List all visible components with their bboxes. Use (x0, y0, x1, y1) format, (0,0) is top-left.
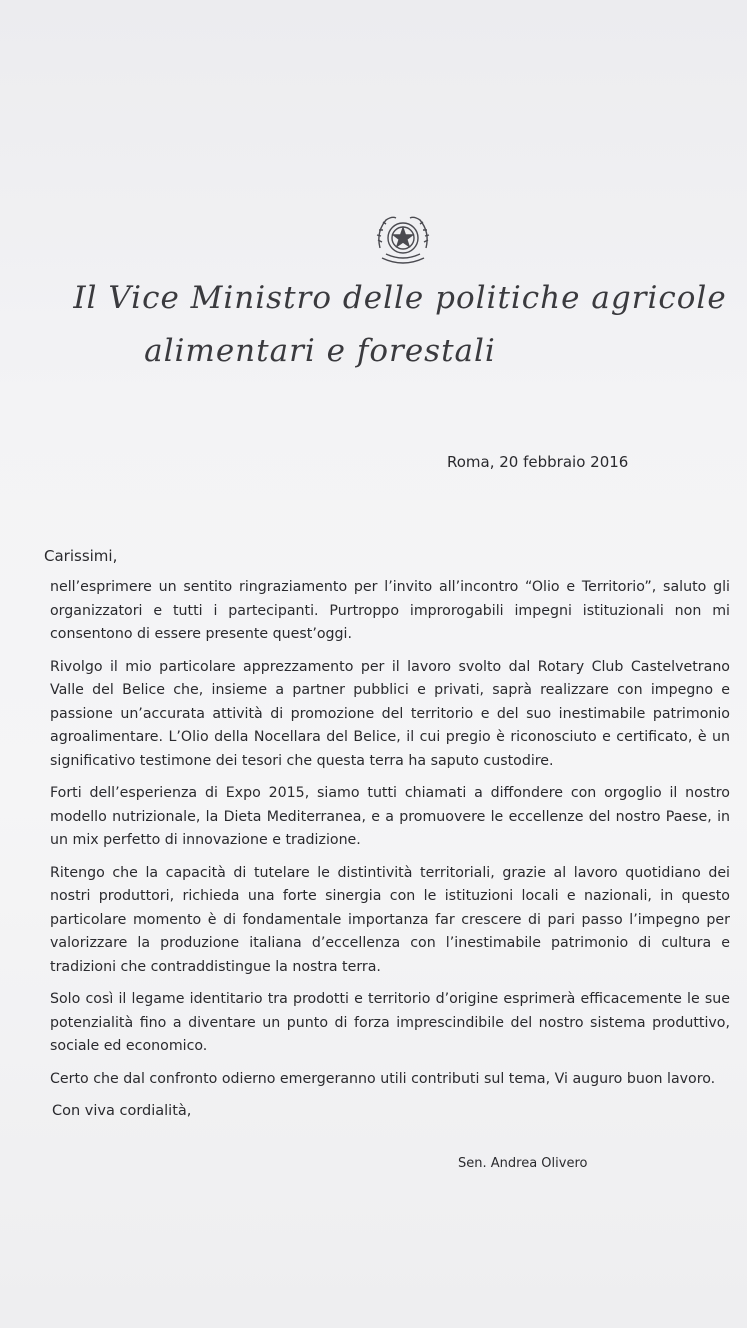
letterhead-title-line-2: alimentari e forestali (144, 333, 496, 369)
letter-date: Roma, 20 febbraio 2016 (447, 453, 629, 471)
paragraph: nell’esprimere un sentito ringraziamento per l’invito all’incontro “Olio e Territorio”, saluto gli organizzatori e tutti i partecipanti. Purtroppo improrogabili impegni istituzionali non mi consentono di essere presente quest’oggi. (50, 579, 730, 642)
paragraph: Forti dell’esperienza di Expo 2015, siamo tutti chiamati a diffondere con orgoglio il nostro modello nutrizionale, la Dieta Mediterranea, e a promuovere le eccellenze del nostro Paese, in un mix perfetto di innovazione e tradizione. (50, 785, 730, 848)
salutation: Carissimi, (44, 547, 118, 565)
paragraph: Ritengo che la capacità di tutelare le distintività territoriali, grazie al lavoro quotidiano dei nostri produttori, richieda una forte sinergia con le istituzioni locali e nazionali, in questo particolare momento è di fondamentale importanza far crescere di pari passo l’impegno per valorizzare la produzione italiana d’eccellenza con l’inestimabile patrimonio di cultura e tradizioni che contraddistingue la nostra terra. (50, 864, 730, 975)
closing: Con viva cordialità, (52, 1103, 192, 1119)
paragraph: Rivolgo il mio particolare apprezzamento per il lavoro svolto dal Rotary Club Castelvetrano Valle del Belice che, insieme a partner pubblici e privati, saprà realizzare con impegno e passione un’accurata attività di promozione del territorio e del suo inestimabile patrimonio agroalimentare. L’Olio della Nocellara del Belice, il cui pregio è riconosciuto e certificato, è un significativo testimone dei tesori che questa terra ha saputo custodire. (50, 658, 730, 769)
signature: Sen. Andrea Olivero (458, 1156, 588, 1171)
paragraph: Solo così il legame identitario tra prodotti e territorio d’origine esprimerà efficacemente le sue potenzialità fino a diventare un punto di forza imprescindibile del nostro sistema produttivo, sociale ed economico. (50, 991, 730, 1054)
italian-republic-emblem-icon (372, 208, 434, 270)
letterhead-title-line-1: Il Vice Ministro delle politiche agricole (73, 280, 727, 316)
paragraph: Certo che dal confronto odierno emergeranno utili contributi sul tema, Vi auguro buon lavoro. (50, 1070, 716, 1087)
letter-body (50, 576, 730, 1100)
